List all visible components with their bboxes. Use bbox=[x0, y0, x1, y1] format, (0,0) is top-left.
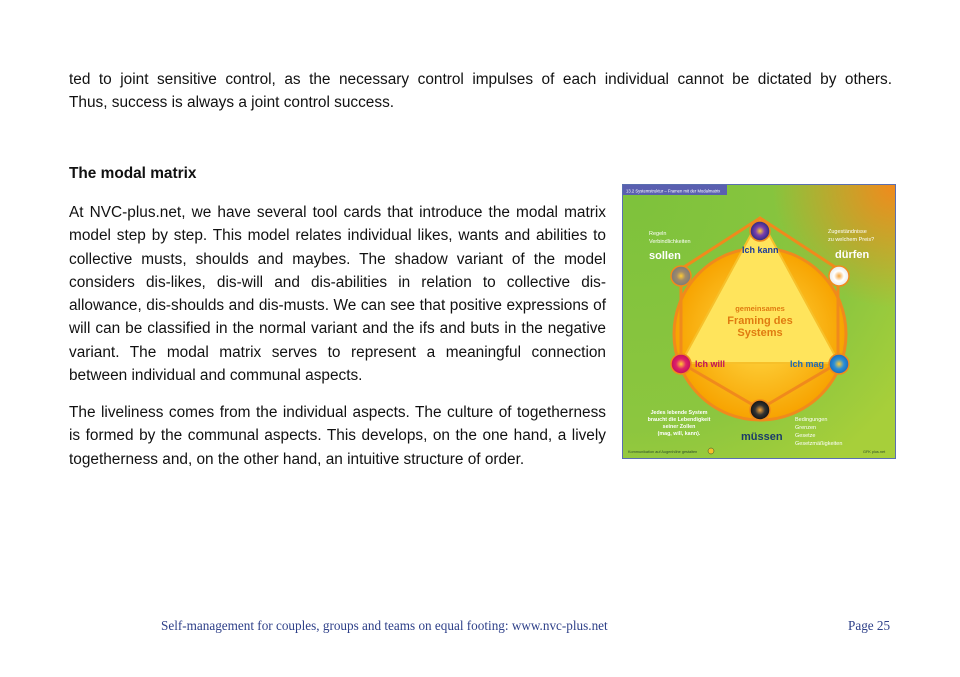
note-bedingungen-2: Grenzen bbox=[795, 425, 817, 431]
label-duerfen: dürfen bbox=[835, 249, 870, 261]
note-bedingungen-3: Gesetze bbox=[795, 433, 816, 439]
note-bedingungen-4: Gesetzmäßigkeiten bbox=[795, 441, 843, 447]
figure-footer-note: Kommunikation auf Augenhöhe gestalten bbox=[628, 450, 698, 454]
note-lebend-1: Jedes lebende System bbox=[650, 410, 708, 416]
modal-matrix-diagram bbox=[623, 185, 895, 458]
intro-line-2: Thus, success is always a joint control success. bbox=[69, 94, 395, 112]
center-label-line-2: Framing des bbox=[727, 315, 793, 327]
center-label-line-3: Systems bbox=[737, 327, 783, 339]
figure-footer-logo-icon bbox=[708, 448, 714, 454]
label-muessen: müssen bbox=[741, 431, 783, 443]
note-regeln-2: Verbindlichkeiten bbox=[649, 239, 691, 245]
modal-matrix-figure bbox=[622, 184, 896, 459]
node-ich-kann bbox=[750, 221, 770, 241]
note-lebend-2: braucht die Lebendigkeit bbox=[647, 417, 711, 423]
node-duerfen bbox=[829, 266, 849, 286]
node-muessen bbox=[750, 400, 770, 420]
note-bedingungen-1: Bedingungen bbox=[795, 417, 828, 423]
note-zugestaendnisse-2: zu welchem Preis? bbox=[828, 237, 875, 243]
section-heading: The modal matrix bbox=[69, 165, 197, 182]
note-lebend-4: (mag, will, kann). bbox=[657, 431, 701, 437]
figure-header-text: 13.2 Systemstruktur – Framen mit der Modalmatrix bbox=[626, 188, 721, 194]
note-regeln-1: Regeln bbox=[649, 231, 667, 237]
label-ich-kann: Ich kann bbox=[742, 245, 779, 255]
intro-paragraph bbox=[69, 68, 892, 115]
intro-line-1: ted to joint sensitive control, as the necessary control impulses of each individual cannot be dictated by others. bbox=[69, 71, 892, 88]
paragraph-2: The liveliness comes from the individual aspects. The culture of togetherness is formed by the communal aspects. This develops, on the one hand, a lively togetherness and, on the other hand, an intuitive structure of order. bbox=[69, 404, 606, 468]
page-number: Page 25 bbox=[848, 618, 891, 633]
node-ich-will bbox=[671, 354, 691, 374]
node-sollen bbox=[671, 266, 691, 286]
footer-title: Self-management for couples, groups and teams on equal footing: www.nvc-plus.net bbox=[161, 618, 608, 633]
note-lebend-3: seiner Zollen bbox=[662, 424, 696, 430]
center-label-line-1: gemeinsames bbox=[735, 304, 785, 313]
label-ich-will: Ich will bbox=[695, 359, 726, 369]
node-ich-mag bbox=[829, 354, 849, 374]
paragraph-1: At NVC-plus.net, we have several tool cards that introduce the modal matrix model step by step. This model relates individual likes, wants and abilities to collective musts, shoulds and maybes. The shadow variant of the model considers dis-likes, dis-will and dis-abilities in relation to collective dis-allowance, dis-shoulds and dis-musts. We can see that positive expressions of will can be classified in the normal variant and the ifs and buts in the negative variant. The modal matrix serves to represent a meaningful connection between individual and communal aspects. bbox=[69, 204, 606, 385]
figure-copyright: GFK plus.net bbox=[863, 450, 886, 454]
label-sollen: sollen bbox=[649, 250, 681, 262]
note-zugestaendnisse-1: Zugeständnisse bbox=[828, 229, 867, 235]
label-ich-mag: Ich mag bbox=[790, 359, 825, 369]
